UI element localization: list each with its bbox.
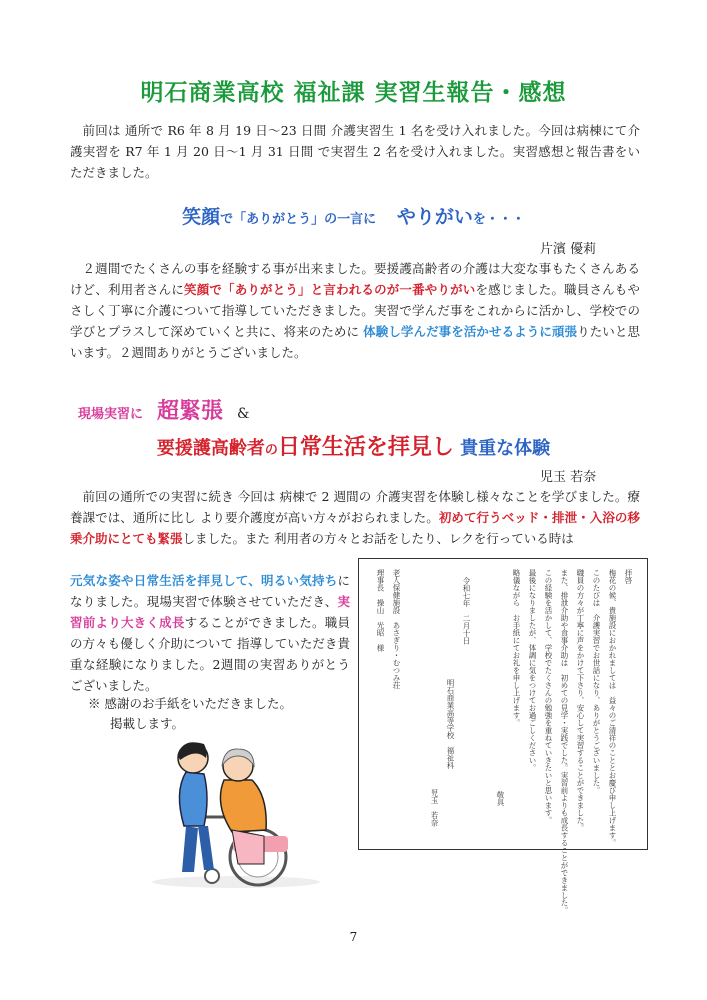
section2-paragraph-bottom: 元気な姿や日常生活を拝見して、明るい気持ちになりました。現場実習で体験させていただき、実習前より大きく成長することができました。職員の方々も優しく介助について 指導していただき貴重な経験になりました。2週間の実習ありがとうございました。 bbox=[70, 573, 350, 693]
section1-paragraph: ２週間でたくさんの事を経験する事が出来ました。要援護高齢者の介護は大変な事もたくさんあるけど、利用者さんに笑顔で「ありがとう」と言われるのが一番やりがいを感じました。職員さんもやさしく丁寧に介護について指導していただきました。実習で学んだ事をこれからに活かし、学校での学びとプラスして深めていくと共に、将来のために 体験し学んだ事を活かせるように頑張りたいと思います。２週間ありがとうございました。 bbox=[70, 261, 640, 360]
letter-line: 令和七年 二月十日 bbox=[462, 577, 471, 645]
section1-heading: 笑顔で「ありがとう」の一言に やりがいを・・・ bbox=[182, 206, 525, 228]
letter-line: このたびは 介護実習でお世話になり、ありがとうございました。 bbox=[592, 569, 601, 794]
thank-you-letter bbox=[358, 558, 648, 914]
section2-subheading: 現場実習に 超緊張 & bbox=[78, 399, 250, 424]
section2-author: 児玉 若奈 bbox=[540, 470, 597, 485]
letter-line: 職員の方々が丁寧に声をかけて下さり、安心して実習することができました。 bbox=[576, 569, 585, 832]
section1-author: 片濱 優莉 bbox=[540, 242, 597, 257]
page-title: 明石商業高校 福祉課 実習生報告・感想 bbox=[140, 80, 567, 106]
intro-paragraph: 前回は 通所で R6 年 8 月 19 日〜23 日間 介護実習生 1 名を受け入れました。今回は病棟にて介護実習を R7 年 1 月 20 日〜1 月 31 日間 で実習生 2 名を受け入れました。実習感想と報告書をいただきました。 bbox=[70, 123, 640, 180]
letter-line: 梅花の候、貴施設におかれましては 益々のご清祥のこととお慶び申し上げます。 bbox=[608, 569, 617, 847]
letter-line: 最後になりましたが、体調に気をつけてお過ごしください。 bbox=[528, 569, 537, 772]
letter-line: 略儀ながら お手紙にてお礼を申し上げます。 bbox=[512, 569, 521, 727]
letter-line: 敬具 bbox=[496, 791, 505, 806]
letter-line: この経験を活かして、学校でたくさんの勉強を重ねていきたいと思います。 bbox=[544, 569, 553, 824]
page-number: 7 bbox=[349, 930, 358, 944]
letter-line: 拝啓 bbox=[624, 569, 633, 584]
note-line1: ※ 感謝のお手紙をいただきました。 bbox=[88, 696, 292, 711]
note-line2: 掲載します。 bbox=[110, 716, 185, 731]
letter-line: また、排泄介助や食事介助は 初めての見学・実践でした。実習前よりも成長することができました。 bbox=[560, 569, 569, 914]
section2-paragraph-top: 前回の通所での実習に続き 今回は 病棟で 2 週間の 介護実習を体験し様々なことを学びました。療養課では、通所に比し より要介護度が高い方々がおられました。初めて行うベッド・排泄・入浴の移乗介助にとても緊張しました。また 利用者の方々とお話をしたり、レクを行っている時は bbox=[70, 489, 640, 546]
letter-line: 児玉 若奈 bbox=[430, 789, 439, 827]
section2-heading: 要援護高齢者の日常生活を拝見し 貴重な体験 bbox=[156, 435, 551, 460]
letter-line: 理事長 操山 光昭 様 bbox=[376, 569, 385, 652]
caregiver-illustration bbox=[138, 732, 328, 892]
letter-line: 明石商業高等学校 福祉科 bbox=[446, 679, 455, 769]
letter-line: 老人保健施設 あさぎり・むつみ荘 bbox=[392, 569, 401, 689]
